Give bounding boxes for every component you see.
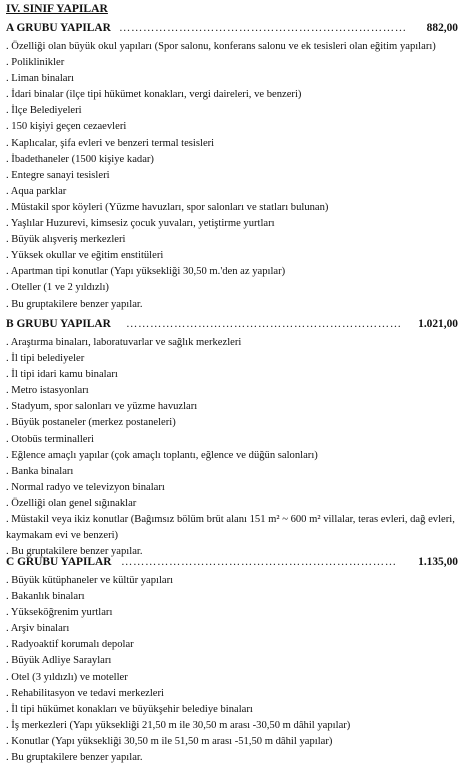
list-item: . İl tipi idari kamu binaları — [6, 369, 118, 381]
list-item: . Yaşlılar Huzurevi, kimsesiz çocuk yuvaları, yetiştirme yurtları — [6, 218, 275, 230]
list-item: . İlçe Belediyeleri — [6, 105, 82, 117]
list-item: . Büyük alışveriş merkezleri — [6, 234, 126, 246]
group-a — [6, 22, 458, 313]
list-item: . Stadyum, spor salonları ve yüzme havuzları — [6, 401, 198, 413]
list-item: . Yükseköğrenim yurtları — [6, 607, 113, 619]
group-header — [6, 556, 458, 573]
list-item: . Bu gruptakilere benzer yapılar. — [6, 752, 143, 764]
group-b — [6, 318, 458, 560]
list-item: . Entegre sanayi tesisleri — [6, 169, 110, 181]
list-item: . Poliklinikler — [6, 57, 65, 69]
list-item: . Aqua parklar — [6, 185, 67, 197]
group-title: B GRUBU YAPILAR — [6, 318, 111, 330]
group-c — [6, 556, 458, 766]
list-item: . Araştırma binaları, laboratuvarlar ve sağlık merkezleri — [6, 337, 242, 348]
group-header — [6, 22, 458, 39]
list-item: . Özelliği olan genel sığınaklar — [6, 497, 137, 509]
list-item: . Radyoaktif korumalı depolar — [6, 639, 134, 651]
list-item: . Eğlence amaçlı yapılar (çok amaçlı toplantı, eğlence ve düğün salonları) — [6, 449, 318, 461]
section-heading: IV. SINIF YAPILAR — [6, 2, 108, 15]
list-item: . Bakanlık binaları — [6, 591, 85, 603]
list-item: . 150 kişiyi geçen cezaevleri — [6, 121, 127, 133]
list-item: . Kaplıcalar, şifa evleri ve benzeri termal tesisleri — [6, 137, 215, 149]
list-item: . İl tipi belediyeler — [6, 353, 85, 365]
list-item: . Müstakil veya ikiz konutlar (Bağımsız bölüm brüt alanı 151 m² ~ 600 m² villalar, teras evleri, dağ evleri, kaymakam evi ve benzeri) — [6, 514, 455, 542]
leader-dots: ……………………………………………………………… — [119, 22, 407, 34]
list-item: . Rehabilitasyon ve tedavi merkezleri — [6, 687, 164, 699]
list-item: . Büyük kütüphaneler ve kültür yapıları — [6, 575, 174, 586]
list-item: . İdari binalar (ilçe tipi hükümet konakları, vergi daireleri, ve benzeri) — [6, 89, 302, 101]
list-item: . Müstakil spor köyleri (Yüzme havuzları, spor salonları ve statları bulunan) — [6, 201, 329, 213]
list-item: . Otel (3 yıldızlı) ve moteller — [6, 671, 128, 683]
list-item: . Bu gruptakilere benzer yapılar. — [6, 546, 143, 558]
group-unit-price: 1.135,00 — [418, 556, 458, 568]
list-item: . İbadethaneler (1500 kişiye kadar) — [6, 153, 154, 165]
group-header — [6, 318, 458, 335]
list-item: . Metro istasyonları — [6, 385, 89, 397]
group-unit-price: 882,00 — [426, 22, 458, 34]
group-title: A GRUBU YAPILAR — [6, 22, 111, 34]
list-item: . İş merkezleri (Yapı yüksekliği 21,50 m ile 30,50 m arası -30,50 m dâhil yapılar) — [6, 719, 351, 731]
list-item: . İl tipi hükümet konakları ve büyükşehir belediye binaları — [6, 703, 253, 715]
group-title: C GRUBU YAPILAR — [6, 556, 112, 568]
group-items-list — [6, 39, 458, 313]
leader-dots: …………………………………………………………… — [126, 318, 402, 330]
list-item: . Yüksek okullar ve eğitim enstitüleri — [6, 250, 164, 262]
list-item: . Banka binaları — [6, 465, 74, 477]
list-item: . Apartman tipi konutlar (Yapı yüksekliği 30,50 m.'den az yapılar) — [6, 266, 286, 278]
list-item: . Büyük Adliye Sarayları — [6, 655, 112, 667]
list-item: . Büyük postaneler (merkez postaneleri) — [6, 417, 176, 429]
group-items-list — [6, 335, 458, 560]
list-item: . Arşiv binaları — [6, 623, 70, 635]
list-item: . Normal radyo ve televizyon binaları — [6, 481, 165, 493]
list-item: . Liman binaları — [6, 73, 74, 85]
list-item: . Özelliği olan büyük okul yapıları (Spor salonu, konferans salonu ve ek tesisleri olan eğitim yapıları) — [6, 41, 436, 52]
list-item: . Oteller (1 ve 2 yıldızlı) — [6, 282, 109, 294]
group-items-list — [6, 573, 458, 766]
leader-dots: …………………………………………………………… — [121, 556, 397, 568]
list-item: . Konutlar (Yapı yüksekliği 30,50 m ile 51,50 m arası -51,50 m dâhil yapılar) — [6, 735, 333, 747]
list-item: . Otobüs terminalleri — [6, 433, 94, 445]
group-unit-price: 1.021,00 — [418, 318, 458, 330]
list-item: . Bu gruptakilere benzer yapılar. — [6, 298, 143, 310]
